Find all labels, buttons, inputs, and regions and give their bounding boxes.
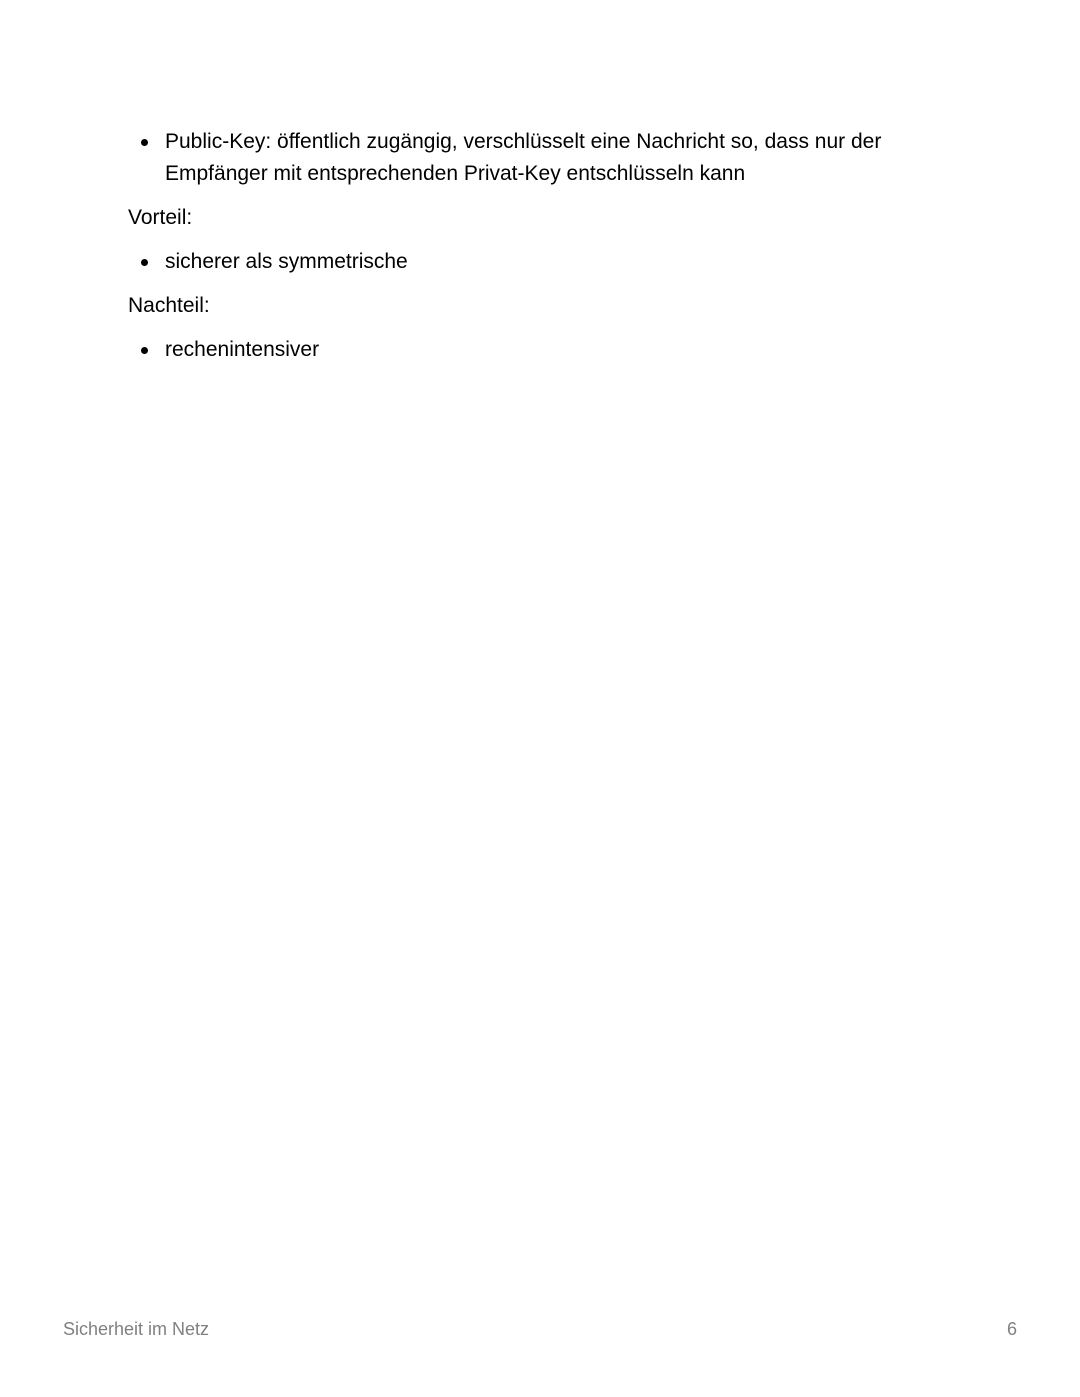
document-body: [128, 126, 928, 366]
footer-title: Sicherheit im Netz: [63, 1319, 210, 1339]
bullet-icon: [141, 259, 148, 266]
nachteil-heading: Nachteil:: [128, 294, 210, 317]
list-item: [128, 334, 928, 366]
vorteil-list: [128, 246, 928, 278]
public-key-list: [128, 126, 928, 190]
list-item-text: rechenintensiver: [165, 338, 320, 361]
list-item-text: Public-Key: öffentlich zugängig, verschlüsselt eine Nachricht so, dass nur der Empfänger mit entsprechenden Privat-Key entschlüsseln kann: [165, 130, 882, 185]
vorteil-heading: Vorteil:: [128, 206, 193, 229]
bullet-icon: [141, 139, 148, 146]
list-item-text: sicherer als symmetrische: [165, 250, 408, 273]
list-item: [128, 126, 928, 190]
page-number: 6: [1006, 1319, 1017, 1339]
nachteil-list: [128, 334, 928, 366]
list-item: [128, 246, 928, 278]
bullet-icon: [141, 347, 148, 354]
